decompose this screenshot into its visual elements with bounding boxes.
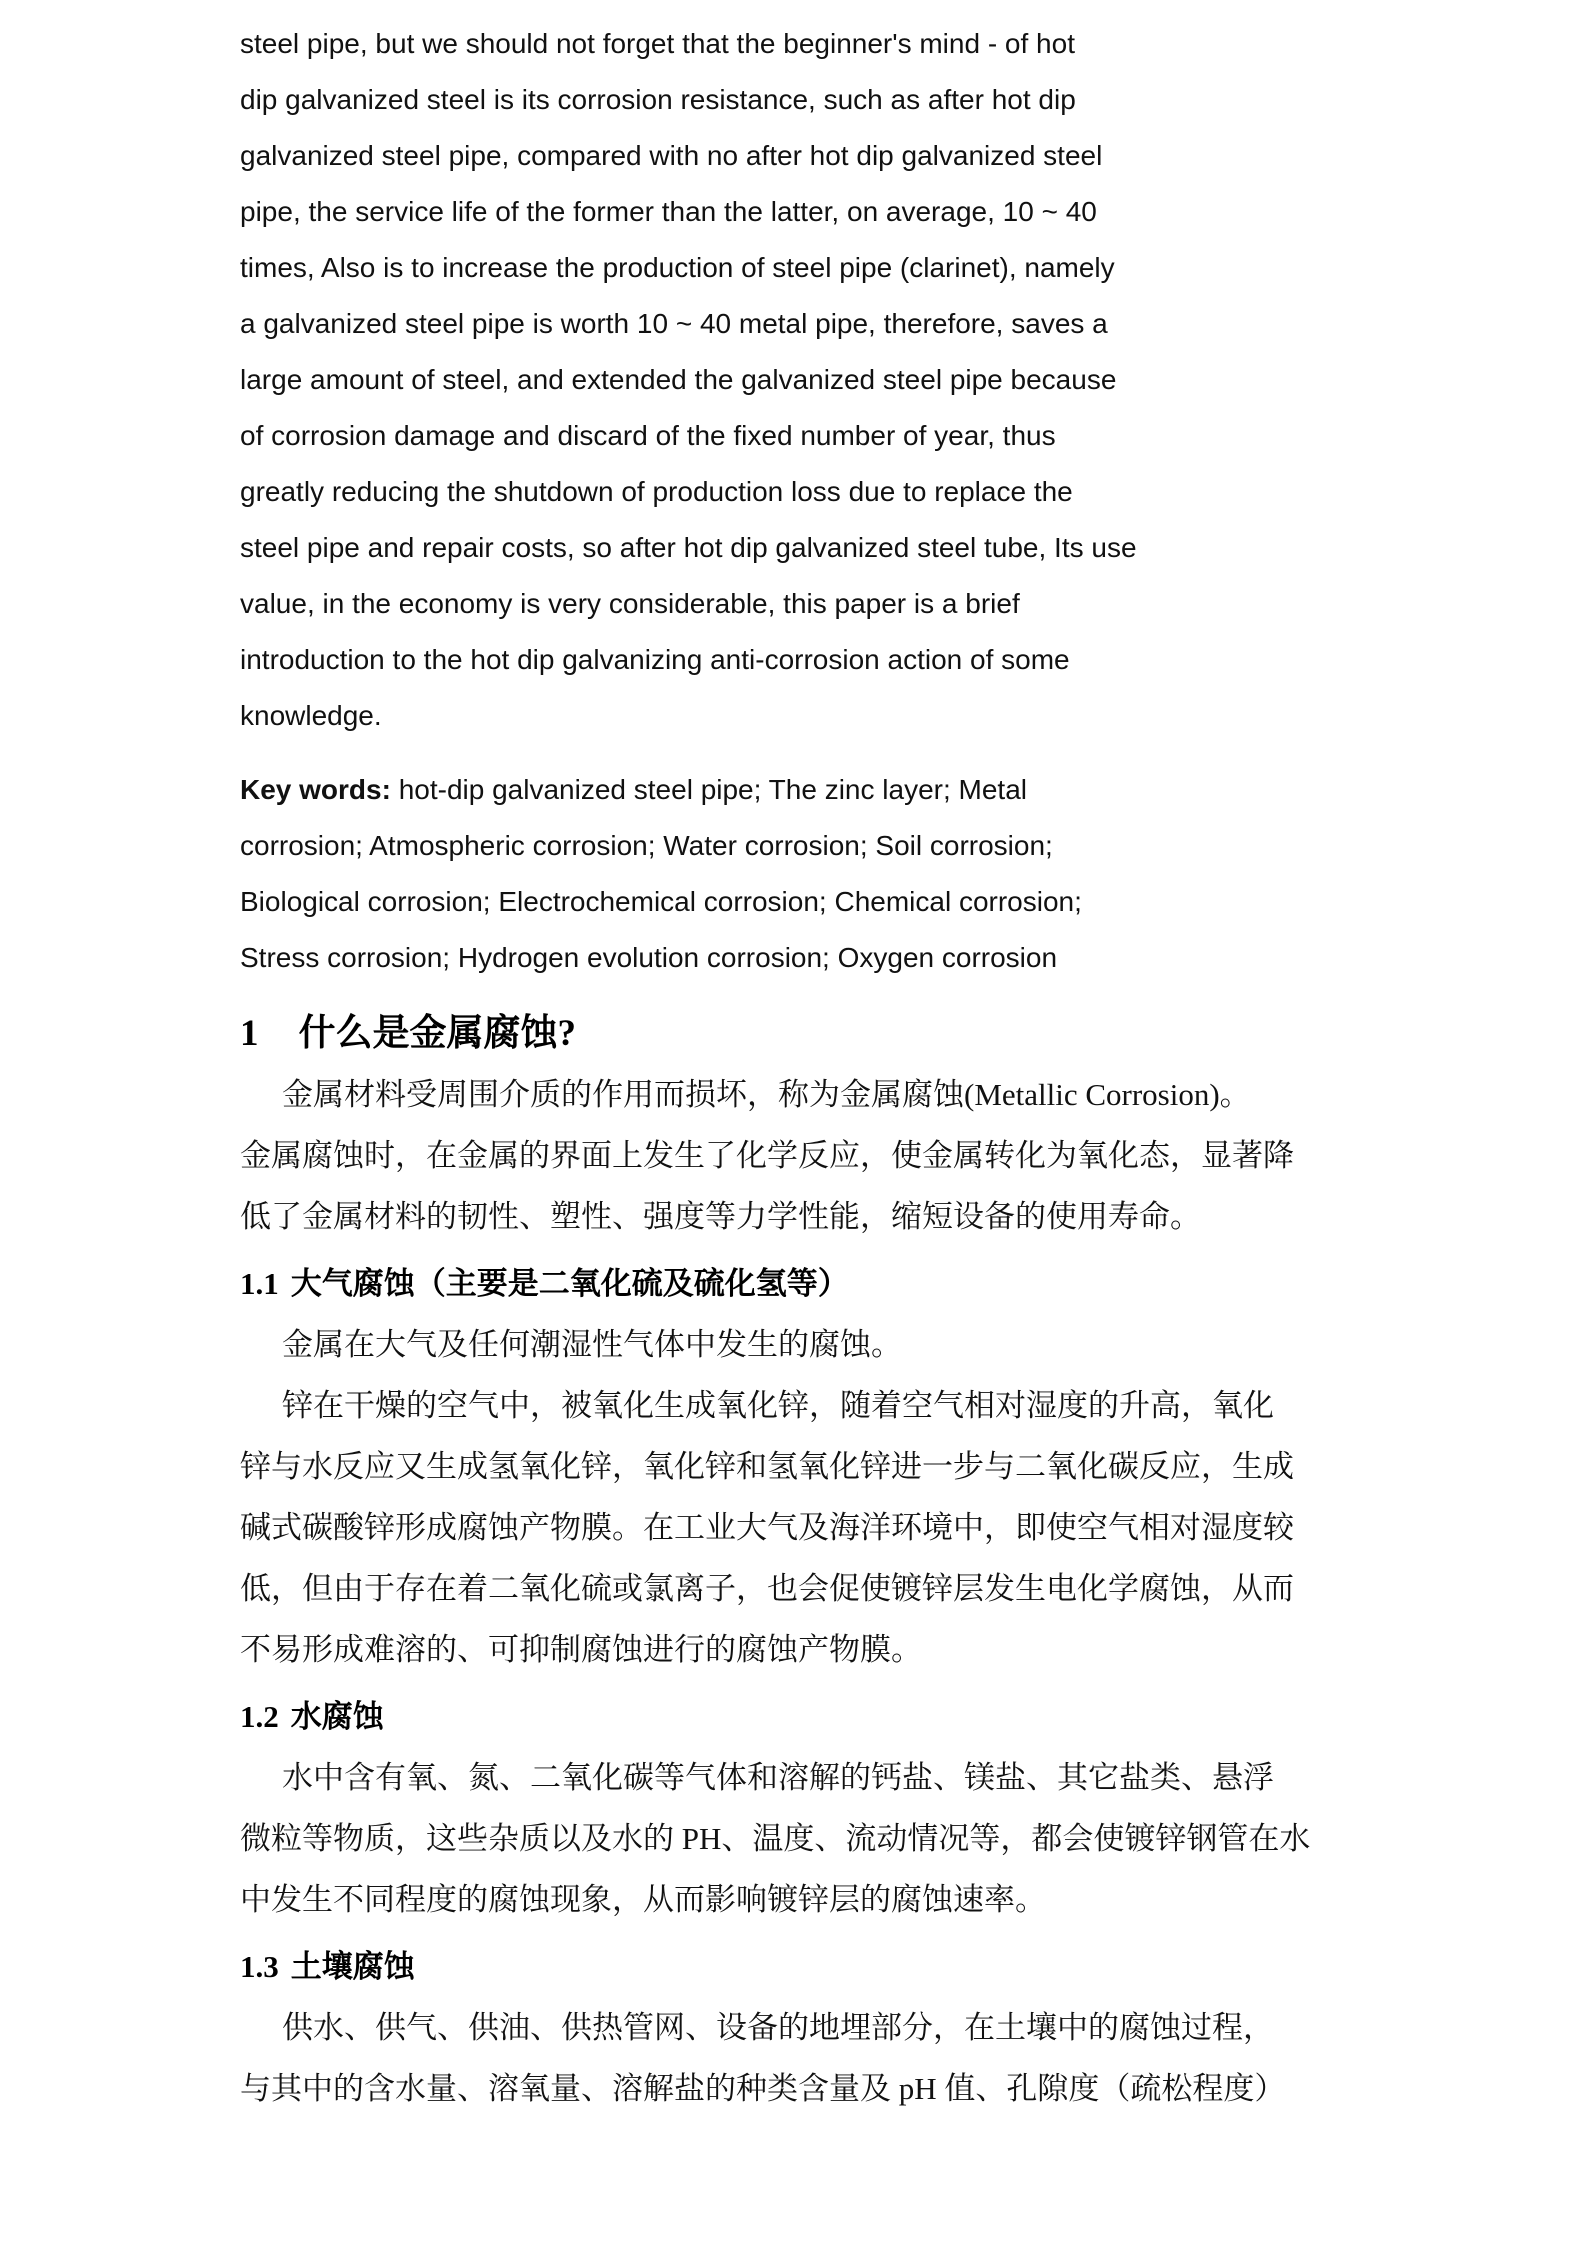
section-1-paragraph bbox=[240, 1064, 1422, 1247]
section-1-3-paragraph bbox=[240, 1997, 1422, 2119]
keywords-paragraph bbox=[240, 762, 1422, 986]
section-1-2-title: 水腐蚀 bbox=[290, 1699, 384, 1734]
text-line: large amount of steel, and extended the galvanized steel pipe because bbox=[240, 364, 1117, 395]
section-1-number: 1 bbox=[240, 1013, 259, 1054]
text-line: 供水、供气、供油、供热管网、设备的地埋部分，在土壤中的腐蚀过程， bbox=[282, 2010, 1274, 2045]
section-1-3-heading bbox=[240, 1936, 1422, 1997]
text-line: steel pipe, but we should not forget that the beginner's mind - of hot bbox=[240, 28, 1075, 59]
text-line: pipe, the service life of the former than the latter, on average, 10 ~ 40 bbox=[240, 196, 1097, 227]
section-1-1-title: 大气腐蚀（主要是二氧化硫及硫化氢等） bbox=[290, 1266, 849, 1301]
keywords-label: Key words: bbox=[240, 774, 391, 805]
text-line: 微粒等物质，这些杂质以及水的 PH、温度、流动情况等，都会使镀锌钢管在水 bbox=[240, 1821, 1311, 1856]
text-line: 碱式碳酸锌形成腐蚀产物膜。在工业大气及海洋环境中，即使空气相对湿度较 bbox=[240, 1510, 1294, 1545]
section-1-1-paragraph-2 bbox=[240, 1375, 1422, 1680]
text-line: 水中含有氧、氮、二氧化碳等气体和溶解的钙盐、镁盐、其它盐类、悬浮 bbox=[282, 1760, 1274, 1795]
text-line: 金属腐蚀时，在金属的界面上发生了化学反应，使金属转化为氧化态，显著降 bbox=[240, 1138, 1294, 1173]
section-1-2-number: 1.2 bbox=[240, 1699, 279, 1734]
section-1-3-title: 土壤腐蚀 bbox=[290, 1949, 415, 1984]
section-1-2-paragraph bbox=[240, 1747, 1422, 1930]
keywords-first-line bbox=[240, 762, 1422, 818]
text-line: a galvanized steel pipe is worth 10 ~ 40 metal pipe, therefore, saves a bbox=[240, 308, 1108, 339]
text-line: 金属在大气及任何潮湿性气体中发生的腐蚀。 bbox=[282, 1327, 902, 1362]
text-line: galvanized steel pipe, compared with no after hot dip galvanized steel bbox=[240, 140, 1103, 171]
text-line: Stress corrosion; Hydrogen evolution corrosion; Oxygen corrosion bbox=[240, 942, 1058, 973]
text-line: 低，但由于存在着二氧化硫或氯离子，也会促使镀锌层发生电化学腐蚀，从而 bbox=[240, 1571, 1294, 1606]
text-line: 锌在干燥的空气中，被氧化生成氧化锌，随着空气相对湿度的升高，氧化 bbox=[282, 1388, 1274, 1423]
section-1-1-heading bbox=[240, 1253, 1422, 1314]
text-line: 中发生不同程度的腐蚀现象，从而影响镀锌层的腐蚀速率。 bbox=[240, 1882, 1046, 1917]
section-1-heading bbox=[240, 1004, 1422, 1064]
text-line: introduction to the hot dip galvanizing anti-corrosion action of some bbox=[240, 644, 1070, 675]
text-line: corrosion; Atmospheric corrosion; Water corrosion; Soil corrosion; bbox=[240, 830, 1053, 861]
text-line: 与其中的含水量、溶氧量、溶解盐的种类含量及 pH 值、孔隙度（疏松程度） bbox=[240, 2071, 1286, 2106]
text-line: greatly reducing the shutdown of production loss due to replace the bbox=[240, 476, 1073, 507]
section-1-1-paragraph-1 bbox=[240, 1314, 1422, 1375]
section-1-title: 什么是金属腐蚀? bbox=[298, 1013, 576, 1054]
text-line: times, Also is to increase the production of steel pipe (clarinet), namely bbox=[240, 252, 1115, 283]
text-line: knowledge. bbox=[240, 700, 382, 731]
text-line: dip galvanized steel is its corrosion resistance, such as after hot dip bbox=[240, 84, 1076, 115]
text-line: value, in the economy is very considerable, this paper is a brief bbox=[240, 588, 1020, 619]
text-line: Biological corrosion; Electrochemical corrosion; Chemical corrosion; bbox=[240, 886, 1082, 917]
text-line: 低了金属材料的韧性、塑性、强度等力学性能，缩短设备的使用寿命。 bbox=[240, 1199, 1201, 1234]
section-1-2-heading bbox=[240, 1686, 1422, 1747]
section-1-1-number: 1.1 bbox=[240, 1266, 279, 1301]
intro-paragraph bbox=[240, 16, 1422, 744]
text-line: of corrosion damage and discard of the fixed number of year, thus bbox=[240, 420, 1056, 451]
text-line: 金属材料受周围介质的作用而损坏，称为金属腐蚀(Metallic Corrosion)。 bbox=[282, 1077, 1251, 1112]
text-line: steel pipe and repair costs, so after hot dip galvanized steel tube, Its use bbox=[240, 532, 1137, 563]
section-1-3-number: 1.3 bbox=[240, 1949, 279, 1984]
keywords-first-line-text: hot-dip galvanized steel pipe; The zinc layer; Metal bbox=[390, 774, 1027, 805]
keywords-rest-lines bbox=[240, 818, 1422, 986]
text-line: 锌与水反应又生成氢氧化锌，氧化锌和氢氧化锌进一步与二氧化碳反应，生成 bbox=[240, 1449, 1294, 1484]
text-line: 不易形成难溶的、可抑制腐蚀进行的腐蚀产物膜。 bbox=[240, 1632, 922, 1667]
